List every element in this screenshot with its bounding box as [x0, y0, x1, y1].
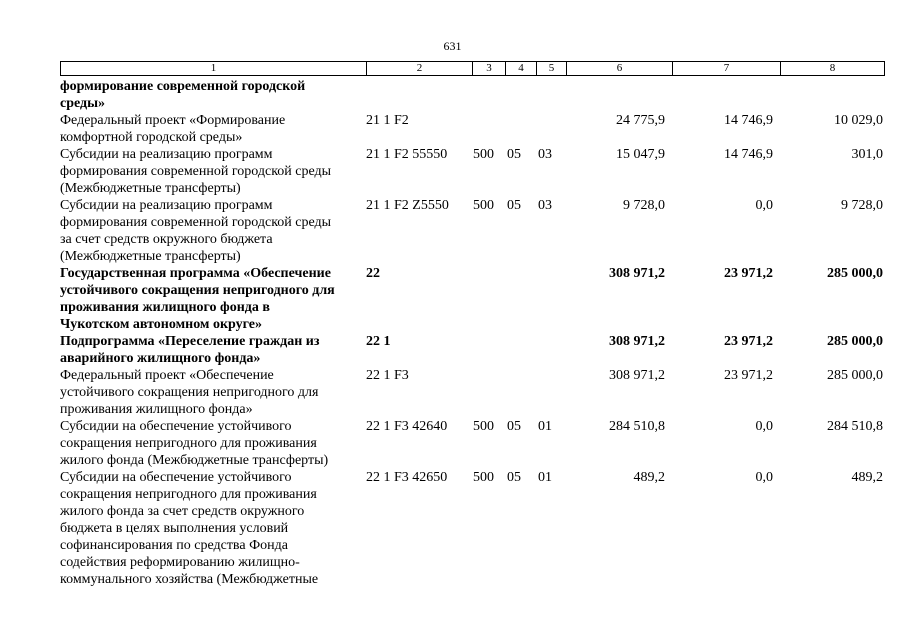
header-col-4: 4: [506, 62, 537, 76]
row-code: 22 1 F3 42650: [366, 470, 448, 485]
row-col-3: 500: [473, 419, 494, 434]
row-col-4: 05: [507, 470, 521, 485]
row-value-6: 15 047,9: [616, 147, 665, 162]
column-number-header: [60, 61, 885, 76]
table-row: [60, 418, 890, 469]
row-col-5: 01: [538, 419, 552, 434]
table-row: [60, 112, 890, 146]
row-value-7: 23 971,2: [724, 266, 773, 281]
row-value-7: 0,0: [755, 198, 773, 213]
row-value-8: 9 728,0: [841, 198, 883, 213]
header-col-1: 1: [61, 62, 367, 76]
row-value-7: 14 746,9: [724, 113, 773, 128]
row-value-6: 284 510,8: [609, 419, 665, 434]
row-name: Субсидии на реализацию программ формирования современной городской среды (Межбюджетные трансферты): [60, 147, 332, 196]
row-name: Субсидии на обеспечение устойчивого сокращения непригодного для проживания жилого фонда за счет средств окружного бюджета в целях выполнения условий софинансирования по средства Фонда содействия реформированию жилищно- коммунального хозяйства (Межбюджетные: [60, 470, 319, 587]
row-col-5: 01: [538, 470, 552, 485]
row-code: 22 1 F3 42640: [366, 419, 448, 434]
header-col-2: 2: [367, 62, 473, 76]
table-row: [60, 333, 890, 367]
header-col-8: 8: [781, 62, 885, 76]
row-value-6: 9 728,0: [623, 198, 665, 213]
table-row: [60, 265, 890, 333]
row-value-8: 285 000,0: [827, 368, 883, 383]
row-value-7: 0,0: [755, 419, 773, 434]
row-code: 22 1 F3: [366, 368, 409, 383]
row-name: формирование современной городской среды»: [60, 79, 306, 111]
table-row: [60, 367, 890, 418]
row-col-4: 05: [507, 147, 521, 162]
table-row: [60, 469, 890, 588]
row-col-4: 05: [507, 198, 521, 213]
header-col-6: 6: [567, 62, 673, 76]
row-value-8: 285 000,0: [827, 334, 883, 349]
row-value-8: 284 510,8: [827, 419, 883, 434]
row-code: 22: [366, 266, 380, 281]
header-col-7: 7: [673, 62, 781, 76]
row-col-3: 500: [473, 198, 494, 213]
row-value-7: 23 971,2: [724, 334, 773, 349]
row-name: Субсидии на обеспечение устойчивого сокращения непригодного для проживания жилого фонда (Межбюджетные трансферты): [60, 419, 329, 468]
table-row: [60, 146, 890, 197]
row-value-6: 308 971,2: [609, 334, 665, 349]
row-value-8: 285 000,0: [827, 266, 883, 281]
row-name: Субсидии на реализацию программ формирования современной городской среды за счет средств окружного бюджета (Межбюджетные трансферты): [60, 198, 332, 264]
header-col-3: 3: [473, 62, 506, 76]
row-col-3: 500: [473, 147, 494, 162]
row-code: 21 1 F2 Z5550: [366, 198, 449, 213]
table-row: [60, 78, 890, 112]
row-col-5: 03: [538, 198, 552, 213]
row-value-7: 23 971,2: [724, 368, 773, 383]
row-name: Федеральный проект «Формирование комфортной городской среды»: [60, 113, 286, 145]
row-value-8: 10 029,0: [834, 113, 883, 128]
row-value-6: 24 775,9: [616, 113, 665, 128]
row-code: 21 1 F2: [366, 113, 409, 128]
row-value-8: 489,2: [851, 470, 883, 485]
row-value-7: 0,0: [755, 470, 773, 485]
row-value-7: 14 746,9: [724, 147, 773, 162]
row-code: 21 1 F2 55550: [366, 147, 448, 162]
row-name: Федеральный проект «Обеспечение устойчивого сокращения непригодного для проживания жилищного фонда»: [60, 368, 319, 417]
page-number: 631: [443, 39, 462, 53]
row-name: Подпрограмма «Переселение граждан из аварийного жилищного фонда»: [60, 334, 320, 366]
row-value-6: 308 971,2: [609, 368, 665, 383]
row-col-5: 03: [538, 147, 552, 162]
budget-table-body: [60, 78, 890, 588]
table-row: [60, 197, 890, 265]
header-col-5: 5: [537, 62, 567, 76]
row-col-3: 500: [473, 470, 494, 485]
row-col-4: 05: [507, 419, 521, 434]
row-value-8: 301,0: [851, 147, 883, 162]
row-value-6: 308 971,2: [609, 266, 665, 281]
row-code: 22 1: [366, 334, 391, 349]
row-name: Государственная программа «Обеспечение устойчивого сокращения непригодного для проживания жилищного фонда в Чукотском автономном округе»: [60, 266, 335, 332]
row-value-6: 489,2: [633, 470, 665, 485]
